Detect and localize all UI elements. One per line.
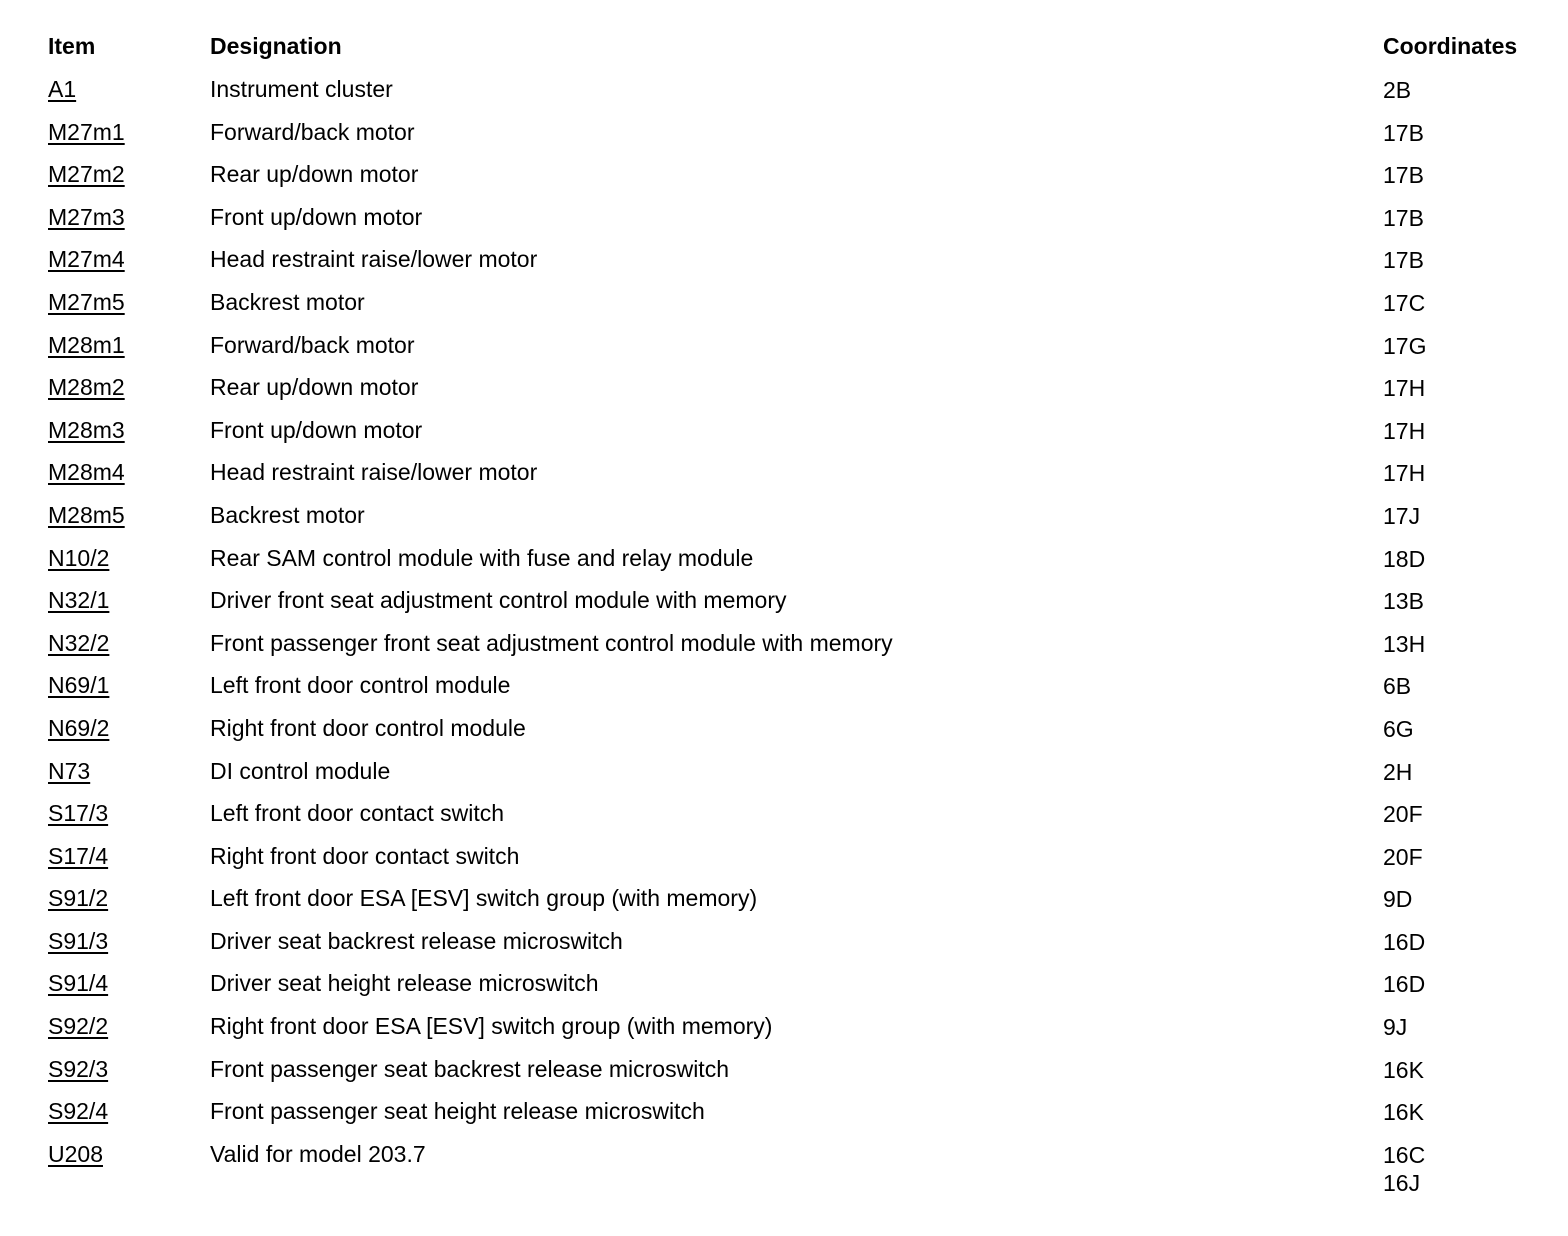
item-link[interactable]: N69/2: [48, 714, 110, 741]
coordinate-value: 17B: [1383, 162, 1424, 189]
coordinate-value: 17J: [1383, 502, 1421, 529]
coordinate-value: 17G: [1383, 332, 1427, 359]
coordinate-value: 17B: [1383, 119, 1424, 146]
coordinate-value: 16K: [1383, 1056, 1424, 1083]
header-coordinates: Coordinates: [1383, 33, 1518, 59]
coordinates-cell: [1383, 76, 1411, 104]
designation-text: Left front door contact switch: [210, 800, 505, 827]
header-item: Item: [48, 33, 96, 59]
coordinates-cell: [1383, 1013, 1407, 1041]
table-row: [0, 289, 1568, 332]
table-header: [0, 33, 1568, 63]
table-row: [0, 417, 1568, 460]
coordinates-cell: [1383, 332, 1426, 360]
designation-text: Head restraint raise/lower motor: [210, 459, 538, 486]
coordinate-value: 17B: [1383, 204, 1424, 231]
item-link[interactable]: U208: [48, 1140, 103, 1167]
designation-text: Front up/down motor: [210, 203, 423, 230]
item-link[interactable]: M27m1: [48, 118, 125, 145]
coordinates-cell: [1383, 502, 1420, 530]
table-row: [0, 758, 1568, 801]
coordinate-value: 16D: [1383, 928, 1426, 955]
coordinate-value: 17B: [1383, 247, 1424, 274]
designation-text: Front passenger seat backrest release microswitch: [210, 1055, 729, 1082]
table-row: [0, 459, 1568, 502]
item-link[interactable]: S92/4: [48, 1098, 109, 1125]
coordinate-value: 9D: [1383, 886, 1413, 913]
item-link[interactable]: S92/2: [48, 1013, 109, 1040]
designation-text: Right front door contact switch: [210, 842, 520, 869]
table-row: [0, 587, 1568, 630]
item-link[interactable]: A1: [48, 76, 77, 102]
coordinate-value: 16K: [1383, 1099, 1424, 1126]
table-row: [0, 1140, 1568, 1196]
item-link[interactable]: M27m5: [48, 288, 125, 315]
designation-text: Front up/down motor: [210, 416, 423, 443]
designation-text: Left front door ESA [ESV] switch group (with memory): [210, 885, 758, 912]
coordinate-value: 16J: [1383, 1169, 1421, 1196]
item-link[interactable]: S17/3: [48, 800, 109, 827]
coordinates-cell: [1383, 672, 1411, 700]
designation-text: Front passenger front seat adjustment control module with memory: [210, 629, 893, 656]
coordinate-value: 17C: [1383, 289, 1426, 316]
coordinates-cell: [1383, 630, 1425, 658]
table-row: [0, 970, 1568, 1013]
coordinate-value: 20F: [1383, 843, 1423, 870]
table-row: [0, 672, 1568, 715]
coordinates-cell: [1383, 374, 1425, 402]
item-link[interactable]: M28m5: [48, 501, 125, 528]
table-row: [0, 76, 1568, 119]
designation-text: Rear up/down motor: [210, 374, 419, 401]
coordinates-cell: [1383, 161, 1424, 189]
coordinates-cell: [1383, 843, 1423, 871]
item-link[interactable]: N69/1: [48, 672, 110, 699]
designation-text: Head restraint raise/lower motor: [210, 246, 538, 273]
item-link[interactable]: S17/4: [48, 842, 109, 869]
coordinates-cell: [1383, 715, 1414, 743]
item-link[interactable]: M28m1: [48, 331, 125, 358]
coordinate-value: 2B: [1383, 77, 1412, 103]
coordinate-value: 18D: [1383, 545, 1426, 572]
table-row: [0, 885, 1568, 928]
item-link[interactable]: N10/2: [48, 544, 110, 571]
coordinates-cell: [1383, 1098, 1424, 1126]
coordinate-value: 16D: [1383, 971, 1426, 998]
table-row: [0, 630, 1568, 673]
designation-text: Forward/back motor: [210, 118, 415, 145]
coordinates-cell: [1383, 800, 1423, 828]
table-row: [0, 1056, 1568, 1099]
designation-text: Backrest motor: [210, 288, 365, 315]
coordinates-cell: [1383, 928, 1425, 956]
item-link[interactable]: M27m3: [48, 203, 125, 230]
item-link[interactable]: S91/4: [48, 970, 109, 997]
table-row: [0, 800, 1568, 843]
item-link[interactable]: S92/3: [48, 1055, 109, 1082]
table-row: [0, 332, 1568, 375]
coordinate-value: 16C: [1383, 1141, 1426, 1168]
table-row: [0, 119, 1568, 162]
item-link[interactable]: M28m3: [48, 416, 125, 443]
coordinates-cell: [1383, 1056, 1424, 1084]
item-link[interactable]: M28m4: [48, 459, 125, 486]
coordinate-value: 17H: [1383, 375, 1426, 402]
designation-text: Right front door ESA [ESV] switch group (with memory): [210, 1013, 773, 1040]
designation-text: DI control module: [210, 757, 391, 784]
coordinates-cell: [1383, 459, 1425, 487]
designation-text: Left front door control module: [210, 672, 511, 699]
coordinate-value: 13B: [1383, 588, 1424, 615]
coordinate-value: 13H: [1383, 630, 1426, 657]
coordinate-value: 17H: [1383, 460, 1426, 487]
designation-text: Driver front seat adjustment control module with memory: [210, 587, 787, 614]
coordinates-cell: [1383, 885, 1412, 913]
table-row: [0, 928, 1568, 971]
coordinates-cell: [1383, 1141, 1425, 1197]
coordinates-cell: [1383, 587, 1424, 615]
coordinates-cell: [1383, 246, 1424, 274]
designation-text: Instrument cluster: [210, 76, 393, 102]
coordinates-cell: [1383, 119, 1424, 147]
item-link[interactable]: N32/1: [48, 587, 110, 614]
designation-text: Front passenger seat height release microswitch: [210, 1098, 705, 1125]
coordinate-value: 9J: [1383, 1014, 1408, 1041]
table-row: [0, 246, 1568, 289]
item-link[interactable]: N73: [48, 757, 91, 784]
table-row: [0, 1098, 1568, 1141]
table-row: [0, 374, 1568, 417]
table-row: [0, 545, 1568, 588]
designation-text: Forward/back motor: [210, 331, 415, 358]
coordinate-value: 17H: [1383, 417, 1426, 444]
coordinates-cell: [1383, 545, 1425, 573]
item-link[interactable]: S91/2: [48, 885, 109, 912]
table-row: [0, 204, 1568, 247]
table-row: [0, 1013, 1568, 1056]
table-row: [0, 715, 1568, 758]
designation-text: Valid for model 203.7: [210, 1140, 426, 1167]
coordinates-cell: [1383, 758, 1412, 786]
coordinate-value: 6B: [1383, 673, 1412, 700]
coordinates-cell: [1383, 204, 1424, 232]
item-link[interactable]: S91/3: [48, 927, 109, 954]
item-link[interactable]: M28m2: [48, 374, 125, 401]
table-row: [0, 502, 1568, 545]
item-link[interactable]: N32/2: [48, 629, 110, 656]
table-row: [0, 161, 1568, 204]
table-body: [0, 76, 1568, 1196]
coordinates-cell: [1383, 970, 1425, 998]
designation-text: Rear up/down motor: [210, 161, 419, 188]
designation-text: Driver seat height release microswitch: [210, 970, 599, 997]
designation-text: Rear SAM control module with fuse and relay module: [210, 544, 754, 571]
designation-text: Backrest motor: [210, 501, 365, 528]
coordinates-cell: [1383, 417, 1425, 445]
header-designation: Designation: [210, 33, 342, 59]
coordinates-cell: [1383, 289, 1425, 317]
item-link[interactable]: M27m2: [48, 161, 125, 188]
table-row: [0, 843, 1568, 886]
coordinate-value: 20F: [1383, 801, 1423, 828]
designation-text: Driver seat backrest release microswitch: [210, 927, 623, 954]
coordinate-value: 6G: [1383, 715, 1414, 742]
item-link[interactable]: M27m4: [48, 246, 125, 273]
coordinate-value: 2H: [1383, 758, 1413, 785]
designation-text: Right front door control module: [210, 714, 526, 741]
